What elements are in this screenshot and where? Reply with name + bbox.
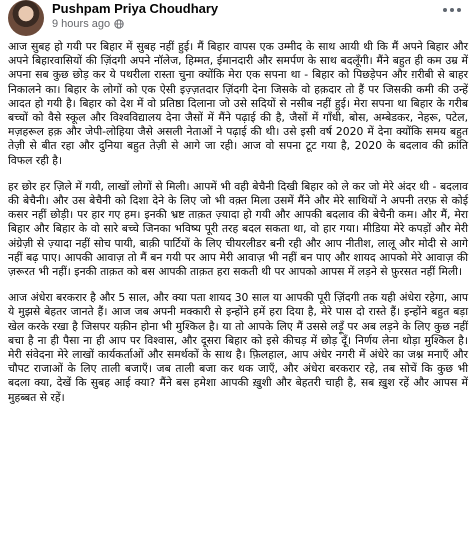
globe-icon[interactable] [114,19,124,29]
avatar[interactable] [8,0,44,36]
author-name[interactable]: Pushpam Priya Choudhary [52,1,219,16]
post-header [8,0,468,40]
more-options-icon[interactable] [440,2,464,18]
post-paragraph-2: हर छोर हर ज़िले में गयी, लाखों लोगों से मिली। आपमें भी वही बेचैनी दिखी बिहार को ले कर जो मेरे अंदर थी - बदलाव की बेचैनी। और उस बेचैनी को दिशा देने के लिए जो भी वक़्त मिला उसमें मैंने और मेरे साथियों ने अपनी तरफ़ से कोई कसर नहीं छोड़ी। पर हार गए हम। इनकी भ्रष्ट ताक़त ज़्यादा हो गयी और आपकी बदलाव की बेचैनी कम। और मैं, मेरा बिहार और बिहार के वो सारे बच्चे जिनका भविष्य पूरी तरह बदल सकता था, वो हार गया। मीडिया मेरे कपड़ों और मेरी अंग्रेज़ी से ज़्यादा नहीं सोच पायी, बाक़ी पार्टियों के लिए चीयरलीडर बनी रही और आप नीतीश, लालू और मोदी से आगे नहीं बढ़ पाए। आपकी आवाज़ तो मैं बन गयी पर आप मेरी आवाज़ भी नहीं बन पाए और शायद आपको मेरे आवाज़ की ज़रूरत भी नहीं। इनकी ताक़त को बस आपकी ताक़त हरा सकती थी पर आपको आपस में लड़ने से फ़ुरसत नहीं मिली। [8,179,468,279]
post-paragraph-3: आज अंधेरा बरकरार है और 5 साल, और क्या पता शायद 30 साल या आपकी पूरी ज़िंदगी तक यही अंधेरा रहेगा, आप ये मुझसे बेहतर जानते हैं। आज जब अपनी मक्कारी से इन्होंने हमें हरा दिया है, मेरे पास दो रास्ते हैं। इन्होंने बहुत बड़ा खेल करके रखा है जिसपर यक़ीन होना भी मुश्किल है। या तो आपके लिए मैं उससे लड़ूँ पर अब लड़ने के लिए कुछ नहीं बचा है ना ही पैसा ना ही आप पर विश्वास, और दूसरा बिहार को इसे कीचड़ में छोड़ दूँ। निर्णय लेना थोड़ा मुश्किल है। मेरी संवेदना मेरे लाखों कार्यकर्ताओं और समर्थकों के साथ है। फ़िलहाल, आप अंधेर नगरी में अंधेरे का जश्न मनाएँ और चौपट राजाओं के लिए ताली बजाएँ। जब ताली बजा कर थक जाएँ, और अंधेरा बरकरार रहे, तब सोचें कि कुछ भी बदला क्या, देखें कि सुबह आई क्या? मैंने बस हमेशा आपकी ख़ुशी और बेहतरी चाही है, सब ख़ुश रहें और आपस में मुहब्बत से रहें। [8,291,468,404]
post-meta [52,0,218,31]
post-body [8,40,468,405]
post-subline [52,17,218,31]
post-paragraph-1: आज सुबह हो गयी पर बिहार में सुबह नहीं हुई। मैं बिहार वापस एक उम्मीद के साथ आयी थी कि मैं अपने बिहार और अपने बिहारवासियों की ज़िंदगी अपने नॉलेज, हिम्मत, ईमानदारी और समर्पण के साथ बदलूँगी। मैंने बहुत ही कम उम्र में अपना सब कुछ छोड़ कर ये पथरीला रास्ता चुना क्योंकि मेरा एक सपना था - बिहार को पिछड़ेपन और ग़रीबी से बाहर निकालने का। बिहार के लोगों को एक ऐसी इज़्ज़तदार ज़िंदगी देना जिसके वो हक़दार तो हैं पर जिसकी कमी की उन्हें आदत हो गयी है। बिहार को देश में वो प्रतिष्ठा दिलाना जो उसे सदियों से नसीब नहीं हुई। मेरा सपना था बिहार के गरीब बच्चों को वैसे स्कूल और विश्वविद्यालय देना जैसों में मैंने पढ़ाई की है, जैसों में गाँधी, बोस, अम्बेडकर, नेहरू, पटेल, मज़हरूल हक़ और जेपी-लोहिया जैसे असली नेताओं ने पढ़ाई की थी। उसे इसी वर्ष 2020 में देना क्योंकि समय बहुत तेज़ी से बीत रहा और दुनिया बहुत तेज़ी से आगे जा रही। आज वो सपना टूट गया है, 2020 के बदलाव की क्रांति विफल रही है। [8,40,468,167]
post-timestamp[interactable]: 9 hours ago [52,18,111,30]
